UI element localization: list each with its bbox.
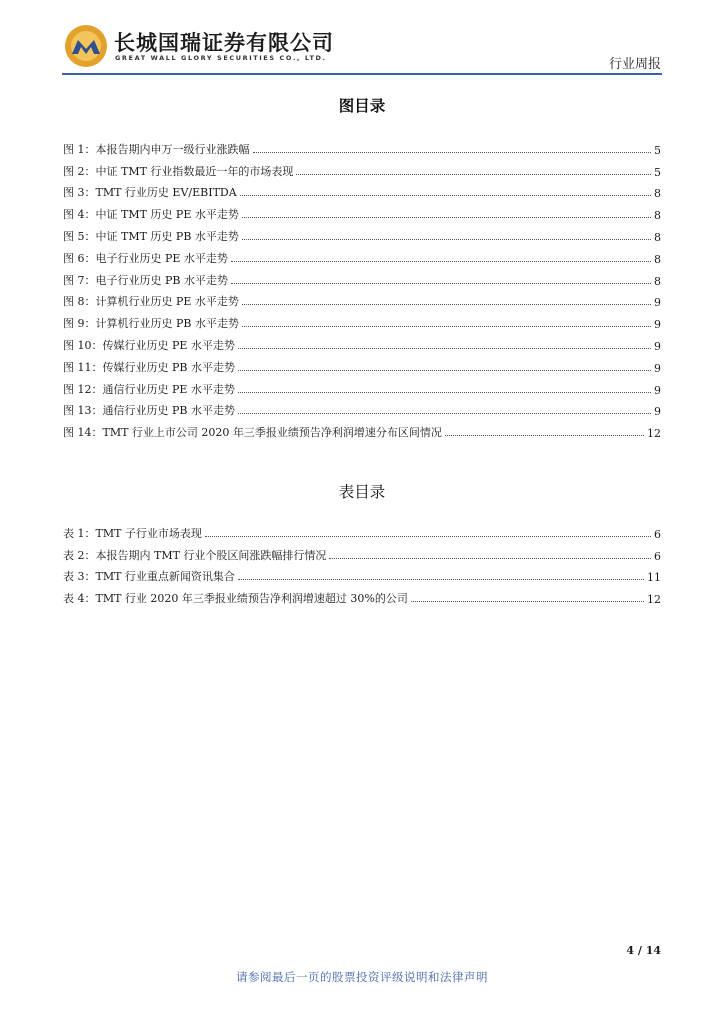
- dot-leader: [238, 392, 651, 393]
- figures-toc-list: [63, 135, 661, 440]
- figure-toc-entry-label: 图 11：传媒行业历史 PB 水平走势: [63, 360, 235, 374]
- dot-leader: [242, 217, 651, 218]
- figure-toc-entry-page: 8: [654, 230, 661, 244]
- figure-toc-entry-label: 图 9：计算机行业历史 PB 水平走势: [63, 317, 239, 331]
- figure-toc-entry-page: 8: [654, 274, 661, 288]
- table-toc-entry-page: 6: [654, 549, 661, 563]
- tables-toc-title: 表目录: [338, 483, 386, 501]
- table-toc-entry[interactable]: [63, 519, 661, 541]
- dot-leader: [445, 435, 644, 436]
- dot-leader: [231, 283, 651, 284]
- table-toc-entry[interactable]: [63, 541, 661, 563]
- figure-toc-entry[interactable]: [63, 418, 661, 440]
- figure-toc-entry-page: 9: [654, 361, 661, 375]
- figure-toc-entry[interactable]: [63, 244, 661, 266]
- figure-toc-entry-label: 图 4：中证 TMT 历史 PE 水平走势: [63, 208, 239, 222]
- brand-name-en: GREAT WALL GLORY SECURITIES CO., LTD.: [115, 54, 327, 62]
- figure-toc-entry[interactable]: [63, 309, 661, 331]
- figure-toc-entry-label: 图 1：本报告期内申万一级行业涨跌幅: [63, 142, 250, 156]
- figure-toc-entry[interactable]: [63, 288, 661, 310]
- figure-toc-entry-label: 图 8：计算机行业历史 PE 水平走势: [63, 295, 239, 309]
- dot-leader: [411, 601, 644, 602]
- table-toc-entry[interactable]: [63, 563, 661, 585]
- dot-leader: [238, 370, 651, 371]
- figure-toc-entry-label: 图 2：中证 TMT 行业指数最近一年的市场表现: [63, 164, 294, 178]
- disclaimer-note: 请参阅最后一页的股票投资评级说明和法律声明: [236, 970, 488, 984]
- figure-toc-entry-page: 8: [654, 187, 661, 201]
- figure-toc-entry-label: 图 10：传媒行业历史 PE 水平走势: [63, 338, 235, 352]
- figure-toc-entry-label: 图 7：电子行业历史 PB 水平走势: [63, 273, 228, 287]
- tables-toc-list: [63, 519, 661, 606]
- dot-leader: [238, 579, 644, 580]
- figure-toc-entry-page: 9: [654, 383, 661, 397]
- table-toc-entry-label: 表 2：本报告期内 TMT 行业个股区间涨跌幅排行情况: [63, 548, 327, 562]
- figure-toc-entry-label: 图 5：中证 TMT 历史 PB 水平走势: [63, 229, 239, 243]
- page-header: [0, 0, 724, 80]
- table-toc-entry-page: 6: [654, 527, 661, 541]
- table-toc-entry[interactable]: [63, 584, 661, 606]
- figure-toc-entry-label: 图 6：电子行业历史 PE 水平走势: [63, 251, 228, 265]
- figure-toc-entry[interactable]: [63, 200, 661, 222]
- figure-toc-entry[interactable]: [63, 331, 661, 353]
- dot-leader: [238, 413, 651, 414]
- figure-toc-entry[interactable]: [63, 375, 661, 397]
- figure-toc-entry-label: 图 14：TMT 行业上市公司 2020 年三季报业绩预告净利润增速分布区间情况: [63, 426, 442, 440]
- figure-toc-entry[interactable]: [63, 135, 661, 157]
- figure-toc-entry-label: 图 3：TMT 行业历史 EV/EBITDA: [63, 186, 237, 200]
- figure-toc-entry[interactable]: [63, 397, 661, 419]
- dot-leader: [329, 558, 651, 559]
- figure-toc-entry-page: 9: [654, 405, 661, 419]
- dot-leader: [242, 239, 651, 240]
- figure-toc-entry-page: 9: [654, 339, 661, 353]
- figure-toc-entry-page: 5: [654, 165, 661, 179]
- table-toc-entry-label: 表 1：TMT 子行业市场表现: [63, 526, 202, 540]
- figure-toc-entry[interactable]: [63, 157, 661, 179]
- dot-leader: [242, 326, 651, 327]
- figure-toc-entry-page: 8: [654, 252, 661, 266]
- dot-leader: [231, 261, 651, 262]
- figure-toc-entry-page: 9: [654, 296, 661, 310]
- figure-toc-entry-page: 5: [654, 143, 661, 157]
- figure-toc-entry[interactable]: [63, 353, 661, 375]
- header-divider: [62, 73, 662, 75]
- table-toc-entry-page: 12: [647, 593, 661, 607]
- table-toc-entry-label: 表 4：TMT 行业 2020 年三季报业绩预告净利润增速超过 30%的公司: [63, 592, 408, 606]
- figure-toc-entry-page: 8: [654, 209, 661, 223]
- figure-toc-entry-page: 12: [647, 427, 661, 441]
- figures-toc-title: 图目录: [338, 96, 386, 115]
- dot-leader: [296, 174, 651, 175]
- figure-toc-entry-label: 图 13：通信行业历史 PB 水平走势: [63, 404, 235, 418]
- company-logo-icon: [64, 24, 108, 68]
- page-number: 4 / 14: [626, 944, 661, 957]
- figure-toc-entry[interactable]: [63, 266, 661, 288]
- table-toc-entry-label: 表 3：TMT 行业重点新闻资讯集合: [63, 570, 235, 584]
- figure-toc-entry[interactable]: [63, 222, 661, 244]
- dot-leader: [238, 348, 651, 349]
- dot-leader: [242, 304, 651, 305]
- figure-toc-entry-page: 9: [654, 318, 661, 332]
- table-toc-entry-page: 11: [647, 571, 661, 585]
- figure-toc-entry[interactable]: [63, 179, 661, 201]
- brand-name-cn: 长城国瑞证券有限公司: [114, 31, 334, 55]
- dot-leader: [253, 152, 652, 153]
- dot-leader: [205, 536, 651, 537]
- report-type: 行业周报: [608, 57, 661, 72]
- figure-toc-entry-label: 图 12：通信行业历史 PE 水平走势: [63, 382, 235, 396]
- dot-leader: [240, 195, 651, 196]
